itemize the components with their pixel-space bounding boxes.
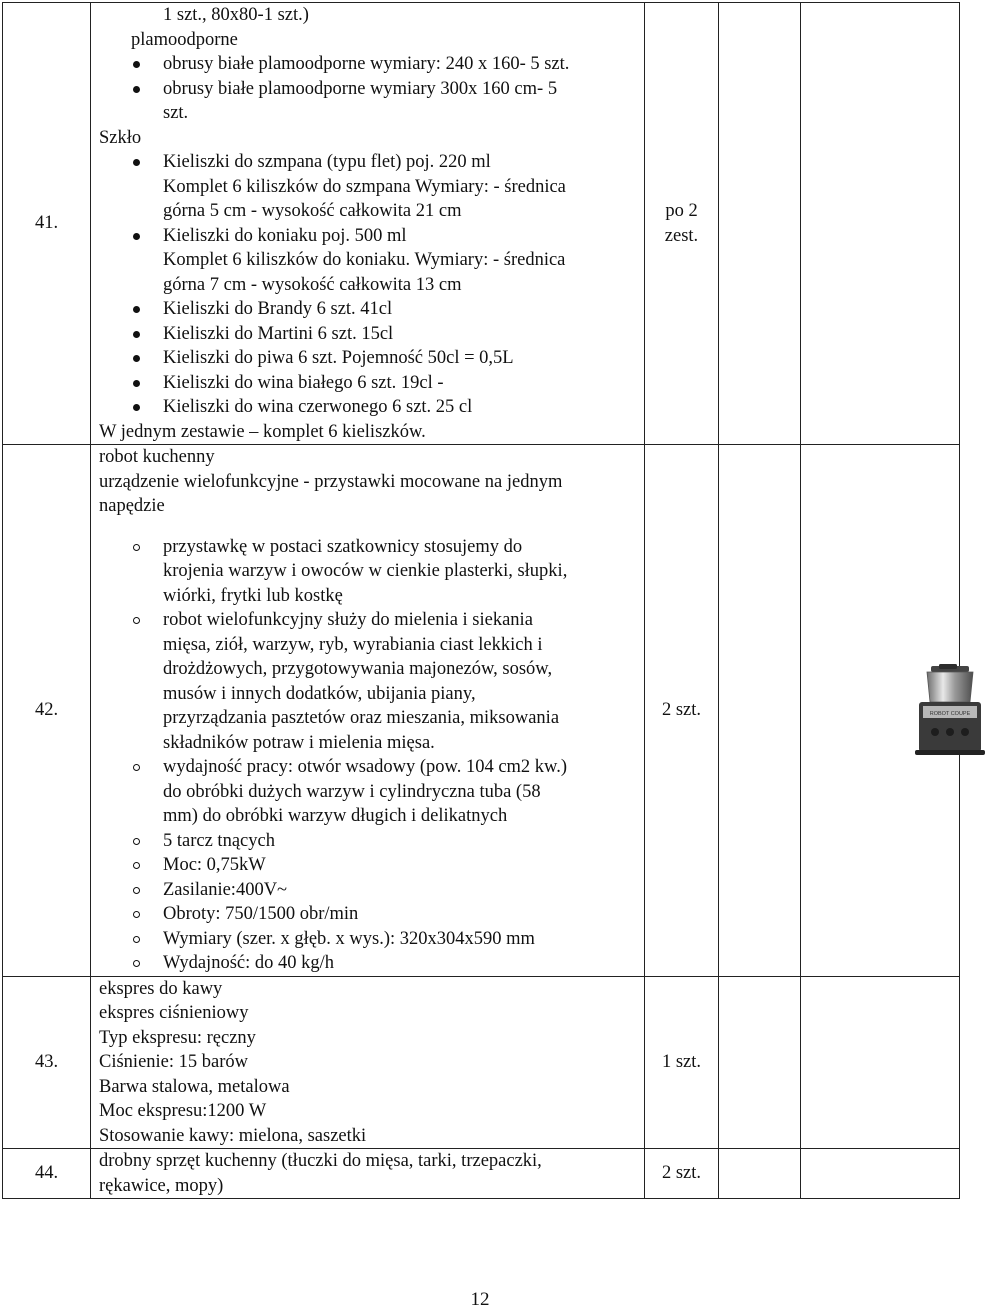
bullet-continuation: mm) do obróbki warzyw długich i delikatnych [163, 806, 508, 826]
description-line: robot kuchenny [99, 447, 215, 467]
bullet-text: Kieliszki do szmpana (typu flet) poj. 220 ml [163, 152, 491, 172]
bullet-text: Wydajność: do 40 kg/h [163, 953, 335, 973]
empty-cell [719, 976, 801, 1149]
bullet-item [99, 535, 640, 560]
description-line: rękawice, mopy) [99, 1175, 224, 1196]
image-cell [801, 976, 960, 1149]
bullet-continuation: górna 5 cm - wysokość całkowita 21 cm [163, 201, 462, 221]
bullet-text: Zasilanie:400V~ [163, 879, 288, 900]
bullet-item [99, 150, 640, 175]
bullet-text: robot wielofunkcyjny służy do mielenia i siekania [163, 610, 533, 630]
bullet-text: Obroty: 750/1500 obr/min [163, 904, 359, 924]
bullet-circle-icon [133, 862, 140, 869]
page-number: 12 [470, 1289, 490, 1310]
quantity-cell [645, 3, 719, 445]
empty-cell [719, 3, 801, 445]
spacer [99, 519, 640, 535]
quantity-cell [645, 1149, 719, 1199]
item-number: 43. [34, 1052, 59, 1072]
bullet-continuation: szt. [163, 103, 189, 123]
bullet-item [99, 878, 640, 903]
bullet-item [99, 322, 640, 347]
item-number: 41. [34, 213, 59, 234]
bullet-item [99, 224, 640, 249]
bullet-circle-icon [133, 838, 140, 845]
bullet-dot-icon [133, 159, 140, 166]
bullet-circle-icon [133, 936, 140, 943]
description-line: napędzie [99, 496, 165, 516]
bullet-continuation: do obróbki dużych warzyw i cylindryczna tuba (58 [163, 781, 541, 802]
table-row [3, 1149, 960, 1199]
bullet-continuation: górna 7 cm - wysokość całkowita 13 cm [163, 274, 462, 295]
bullet-item [99, 927, 640, 952]
bullet-text: 5 tarcz tnących [163, 830, 275, 851]
empty-cell [719, 445, 801, 977]
bullet-dot-icon [133, 404, 140, 411]
empty-cell [719, 1149, 801, 1199]
bullet-continuation: mięsa, ziół, warzyw, ryb, wyrabiania ciast lekkich i [163, 634, 543, 655]
description-line: ekspres ciśnieniowy [99, 1003, 249, 1023]
bullet-circle-icon [133, 617, 140, 624]
quantity-value: 2 szt. [661, 1163, 702, 1184]
bullet-circle-icon [133, 544, 140, 551]
bullet-text: wydajność pracy: otwór wsadowy (pow. 104 cm2 kw.) [163, 757, 568, 777]
bullet-item [99, 52, 640, 77]
description-line: Typ ekspresu: ręczny [99, 1027, 256, 1048]
item-number: 42. [34, 700, 59, 720]
bullet-dot-icon [133, 331, 140, 338]
bullet-text: Kieliszki do wina czerwonego 6 szt. 25 cl [163, 397, 473, 417]
bullet-continuation: Komplet 6 kiliszków do koniaku. Wymiary: - średnica [163, 250, 566, 270]
quantity-value: zest. [664, 225, 699, 246]
description-line: drobny sprzęt kuchenny (tłuczki do mięsa, tarki, trzepaczki, [99, 1151, 542, 1171]
bullet-dot-icon [133, 233, 140, 240]
bullet-dot-icon [133, 355, 140, 362]
bullet-text: Wymiary (szer. x głęb. x wys.): 320x304x590 mm [163, 928, 535, 949]
quantity-value: 1 szt. [661, 1052, 702, 1072]
bullet-continuation: wiórki, frytki lub kostkę [163, 585, 343, 606]
description-line: W jednym zestawie – komplet 6 kieliszków. [99, 421, 426, 442]
bullet-continuation: Komplet 6 kiliszków do szmpana Wymiary: - średnica [163, 176, 566, 197]
table-row [3, 445, 960, 977]
bullet-item [99, 829, 640, 854]
bullet-continuation: składników potraw i mielenia mięsa. [163, 732, 435, 753]
bullet-item [99, 755, 640, 780]
image-cell [801, 1149, 960, 1199]
food-processor-photo [909, 664, 991, 756]
description-line: Stosowanie kawy: mielona, saszetki [99, 1125, 367, 1146]
bullet-continuation: drożdżowych, przygotowywania majonezów, sosów, [163, 659, 553, 679]
quantity-cell [645, 976, 719, 1149]
bullet-circle-icon [133, 911, 140, 918]
bullet-item [99, 853, 640, 878]
bullet-continuation: przyrządzania pasztetów oraz mieszania, miksowania [163, 708, 560, 728]
specification-table [2, 2, 971, 1199]
description-line: 1 szt., 80x80-1 szt.) [163, 5, 309, 25]
description-line: Szkło [99, 127, 142, 148]
bullet-text: Kieliszki do Brandy 6 szt. 41cl [163, 299, 393, 319]
description-line: ekspres do kawy [99, 978, 223, 999]
bullet-item [99, 902, 640, 927]
description-line: urządzenie wielofunkcyjne - przystawki mocowane na jednym [99, 471, 563, 492]
bullet-item [99, 297, 640, 322]
item-number-cell [3, 1149, 91, 1199]
image-cell [801, 3, 960, 445]
quantity-cell [645, 445, 719, 977]
bullet-dot-icon [133, 86, 140, 93]
quantity-value: 2 szt. [661, 700, 702, 720]
bullet-text: obrusy białe plamoodporne wymiary 300x 160 cm- 5 [163, 78, 558, 99]
description-cell [91, 3, 645, 445]
table-row [3, 3, 960, 445]
bullet-circle-icon [133, 887, 140, 894]
bullet-text: przystawkę w postaci szatkownicy stosujemy do [163, 536, 523, 557]
bullet-item [99, 608, 640, 633]
bullet-dot-icon [133, 380, 140, 387]
bullet-item [99, 951, 640, 976]
bullet-dot-icon [133, 61, 140, 68]
description-cell [91, 976, 645, 1149]
item-number-cell [3, 976, 91, 1149]
description-cell [91, 1149, 645, 1199]
quantity-value: po 2 [665, 201, 698, 221]
bullet-text: Kieliszki do piwa 6 szt. Pojemność 50cl = 0,5L [163, 348, 514, 368]
bullet-text: Kieliszki do koniaku poj. 500 ml [163, 225, 407, 246]
description-cell [91, 445, 645, 977]
bullet-text: obrusy białe plamoodporne wymiary: 240 x 160- 5 szt. [163, 54, 570, 74]
bullet-dot-icon [133, 306, 140, 313]
bullet-text: Moc: 0,75kW [163, 855, 266, 875]
bullet-text: Kieliszki do Martini 6 szt. 15cl [163, 323, 394, 344]
bullet-item [99, 395, 640, 420]
item-number-cell [3, 445, 91, 977]
description-line: Ciśnienie: 15 barów [99, 1052, 249, 1072]
table-row [3, 976, 960, 1149]
bullet-text: Kieliszki do wina białego 6 szt. 19cl - [163, 372, 444, 393]
bullet-continuation: musów i innych dodatków, ubijania piany, [163, 683, 476, 704]
description-line: Barwa stalowa, metalowa [99, 1076, 290, 1097]
description-line: plamoodporne [131, 29, 238, 50]
bullet-item [99, 77, 640, 102]
food-processor-icon [909, 664, 991, 756]
bullet-circle-icon [133, 960, 140, 967]
image-cell [801, 445, 971, 977]
svg-text:ROBOT COUPE: ROBOT COUPE [929, 711, 971, 718]
item-number-cell [3, 3, 91, 445]
description-line: Moc ekspresu:1200 W [99, 1101, 267, 1121]
bullet-circle-icon [133, 764, 140, 771]
bullet-continuation: krojenia warzyw i owoców w cienkie plasterki, słupki, [163, 561, 568, 581]
bullet-item [99, 371, 640, 396]
bullet-item [99, 346, 640, 371]
item-number: 44. [34, 1163, 59, 1184]
